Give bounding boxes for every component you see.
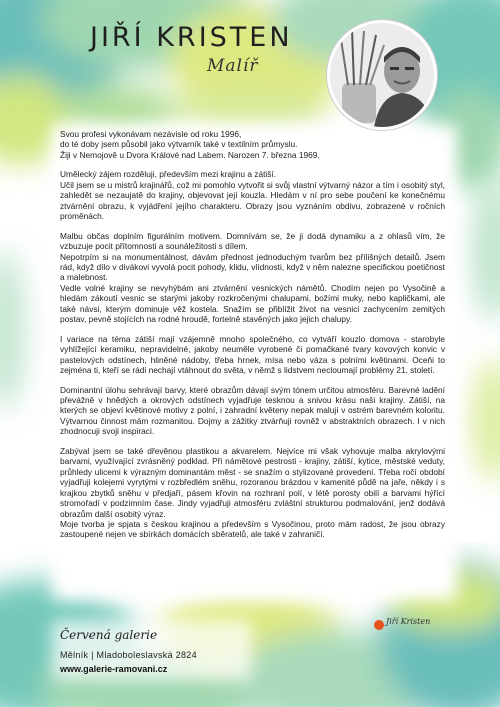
text-line: Svou profesi vykonávam nezávisle od roku 1996, bbox=[60, 129, 242, 139]
artist-name: JIŘÍ KRISTEN bbox=[90, 22, 293, 53]
text-line: I variace na téma zátiší mají vzájemně mnoho společného, co vytváří kouzlo domova - starobyle vyhlížející keramiku, nepravidelné, jakoby neuměle vyrobené či pomačkané tvary kovových konvic v pastelových odstínech, hliněné nádoby, třeba hrnek, mísa nebo váza s polními květinami. Oceňi to zejména ti, kteří se rádi nechají vtáhnout do světa, v němž s lidstvem necloumají problémy 21. století. bbox=[60, 333, 445, 376]
text-line: Vedle volné krajiny se nevyhýbám ani ztvárnění vesnických námětů. Chodím nejen po Vysočině a hledám zákoutí vesnic se starými jakoby rozkročenými chalupami, božími muky, nebo kapličkami, ale také návsi, kterým dominuje věž kostela. Snažím se přiblížit život na vesnici zachycením zemitých postav, pevně stojících na rodné hroudě, fortelně stavěných jako jejich chalupy. bbox=[60, 282, 445, 325]
paragraph-colors bbox=[60, 385, 445, 437]
text-line: Učil jsem se u mistrů krajinářů, což mi pomohlo vytvořit si svůj vlastní výtvarný názor a tím i osobitý styl, zahledět se nezaujatě do krajiny, objevovat její kouzla. Hledám v ní pro sebe poučení ke konečnému ztvárnění obrazu, k vyjádření jejího charakteru. Obrazy jsou vyznáním obdivu, zobrazené v ročních proměnách. bbox=[60, 179, 445, 222]
paragraph-figures bbox=[60, 231, 445, 325]
paragraph-still-life bbox=[60, 334, 445, 376]
text-line: Malbu občas doplním figurálním motivem. Domnívám se, že ji dodá dynamiku a z ohlasů vím, že vzbuzuje pocit přítomnosti a sounáležitosti s dílem. bbox=[60, 230, 445, 252]
biography-text bbox=[60, 129, 445, 540]
paragraph-landscape bbox=[60, 169, 445, 221]
text-line: Zabýval jsem se také dřevěnou plastikou a akvarelem. Nejvíce mi však vyhovuje malba akrylovými barvami, využívající zvrásněný podklad. Při námětové pestrosti - krajiny, zátiší, kytice, městské veduty, průhledy ulicemi k výrazným dominantám měst - se snažím o stylizované provedení. Třeba ročí období vyjadřuji kolejemi vyrytými v rozbředlém sněhu, rozoranou brázdou v kamenité půdě na jaře, někdy i s krajkou zbytků sněhu v předjaří, pásem křovin na rozhraní polí, v létě porosty obilí a barvami hýřící stromořadí v podzimním čase. Jindy vyjadřuji atmosféru zvláštní strukturou podmalování, jenž dodává obrazům další osobitý výraz. bbox=[60, 445, 445, 519]
gallery-name: Červená galerie bbox=[60, 628, 158, 642]
text-line: Moje tvorba je spjata s českou krajinou a především s Vysočinou, proto mám radost, že jsou obrazy zastoupené nejen ve sbírkách domácích sběratelů, ale také v zahraničí. bbox=[60, 518, 445, 540]
gallery-website-link[interactable]: www.galerie-ramovani.cz bbox=[60, 664, 168, 674]
gallery-address: Mělník | Mladoboleslavská 2824 bbox=[60, 650, 197, 660]
paragraph-techniques bbox=[60, 446, 445, 540]
text-line: do té doby jsem působil jako výtvarník také v textilním průmyslu. bbox=[60, 139, 298, 150]
artist-role: Malíř bbox=[207, 56, 259, 76]
signature-text: Jiří Kristen bbox=[386, 617, 431, 626]
text-line: Dominantní úlohu sehrávají barvy, které obrazům dávají svým tónem určitou atmosféru. Barevné ladění převážně v hnědých a okrových odstínech vyjadřuje tesknou a snivou krásu naši krajiny. Zátiší, na kterých se objeví květinové motivy z polní, i zahradní květeny nepak malují v ostrém barevném koloritu. Výtvarnou činnost mám rozmanitou. Dojmy a zážitky ztvárňuji rovněž v abstraktních obrazech. I v nich zhodnocuji svoji inspiraci. bbox=[60, 384, 445, 437]
signature-logo bbox=[374, 617, 436, 633]
palette-dot-icon bbox=[374, 620, 384, 630]
artist-portrait bbox=[327, 20, 437, 130]
text-line: Nepotrpím si na monumentálnost, dávám přednost jednoduchým tvarům bez přílišných detailů. Jsem rád, když dílo v divákovi vyvolá pocit pohody, klidu, vlídnosti, když v něm nalezne specifickou poetičnost a malebnost. bbox=[60, 251, 445, 283]
text-line: Žiji v Nemojově u Dvora Králové nad Labem. Narozen 7. března 1969. bbox=[60, 149, 320, 160]
text-line: Umělecký zájem rozděluji, především mezi krajinu a zátiší. bbox=[60, 169, 277, 180]
paragraph-intro bbox=[60, 129, 445, 160]
